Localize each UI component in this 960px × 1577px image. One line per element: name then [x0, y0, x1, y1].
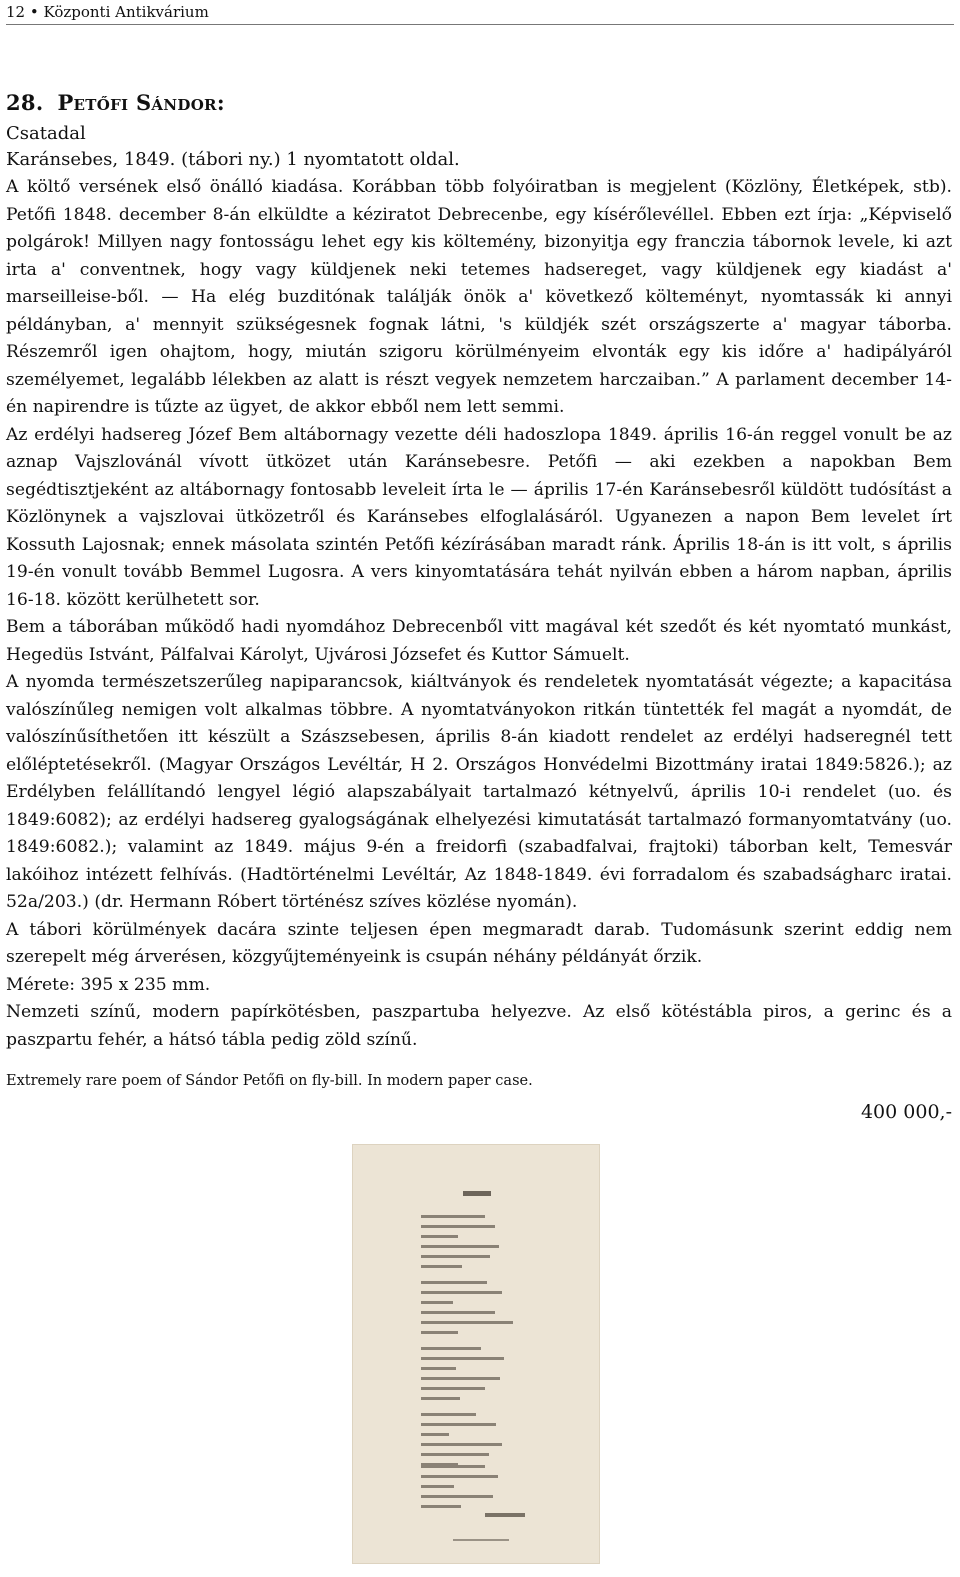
- scan-stanza: [421, 1413, 513, 1473]
- entry-title: [6, 90, 225, 116]
- scan-poem-title: [463, 1191, 491, 1196]
- paragraph: A költő versének első önálló kiadása. Korábban több folyóiratban is megjelent (Közlöny, Életképek, stb). Petőfi 1848. december 8-án elküldte a kéziratot Debrecenbe, egy kísérőlevéllel. Ebben ezt írja: „Képviselő polgárok! Millyen nagy fontosságu lehet egy kis költemény, bizonyitja egy franczia tábornok levele, ki azt irta a' conventnek, hogy vagy küldjenek neki tetemes hadsereget, vagy küldjenek egy kiadást a' marseilleise-ből. — Ha elég buzditónak találják önök a' következő költeményt, nyomtassák ki annyi példányban, a' mennyit szükségesnek fognak látni, 's küldjék szét országszerte a' magyar táborba. Részemről igen ohajtom, hogy, miután szigoru körülményeim elvonták egy kis időre a' hadipályáról személyemet, legalább lélekben az alatt is részt vegyek nemzetem harczaiban.” A parlament december 14-én napirendre is tűzte az ügyet, de akkor ebből nem lett semmi.: [6, 177, 952, 417]
- page-header: [6, 2, 954, 25]
- paragraph: Bem a táborában működő hadi nyomdához Debrecenből vitt magával két szedőt és két nyomtató munkást, Hegedüs Istvánt, Pálfalvai Károlyt, Ujvárosi Józsefet és Kuttor Sámuelt.: [6, 617, 952, 665]
- paragraph: A tábori körülmények dacára szinte teljesen épen megmaradt darab. Tudomásunk szerint eddig nem szerepelt még árverésen, közgyűjteményeink is csupán néhány példányát őrzik.: [6, 919, 952, 967]
- entry-number: 28.: [6, 90, 44, 115]
- fly-bill-scan-image: [352, 1144, 600, 1564]
- entry-author: Petőfi Sándor:: [57, 90, 225, 115]
- publisher-name: Központi Antikvárium: [43, 3, 209, 21]
- paragraph: A nyomda természetszerűleg napiparancsok, kiáltványok és rendeletek nyomtatását végezte; a kapacitása valószínűleg nemigen volt alkalmas többre. A nyomtatványokon ritkán tüntették fel magát a nyomdát, de valószínűsíthetően itt készült a Szászsebesen, április 8-án kiadott rendelet az erdélyi hadseregnél tett előléptetésekről. (Magyar Országos Levéltár, H 2. Országos Honvédelmi Bizottmány iratai 1849:5826.); az Erdélyben felállítandó lengyel légió alapszabályait tartalmazó kétnyelvű, április 10-i rendelet (uo. és 1849:6082); az erdélyi hadsereg gyalogságának elhelyezési kimutatását tartalmazó formanyomtatvány (uo. 1849:6082.); valamint az 1849. május 9-én a freidorfi (szabadfalvai, frajtoki) táborban kelt, Temesvár lakóihoz intézett felhívás. (Hadtörténelmi Levéltár, Az 1848-1849. évi forradalom és szabadságharc iratai. 52a/203.) (dr. Hermann Róbert történész szíves közlése nyomán).: [6, 672, 952, 912]
- scan-imprint-line: [453, 1539, 509, 1541]
- description-body: [6, 174, 952, 1054]
- paragraph: Az erdélyi hadsereg Józef Bem altábornagy vezette déli hadoszlopa 1849. április 16-án reggel vonult be az aznap Vajszlovánál vívott ütközet után Karánsebesre. Petőfi — aki ezekben a napokban Bem segédtisztjeként az altábornagy fontosabb leveleit írta le — április 17-én Karánsebesről küldött tudósítást a Közlönynek a vajszlovai ütközetről és Karánsebes elfoglalásáról. Ugyanezen a napon Bem levelet írt Kossuth Lajosnak; ennek másolata szintén Petőfi kézírásában maradt ránk. Április 18-án is itt volt, s április 19-én vonult tovább Bemmel Lugosra. A vers kinyomtatására tehát nyilván ebben a három napban, április 16-18. között kerülhetett sor.: [6, 424, 952, 610]
- page-number: 12: [6, 3, 26, 21]
- paragraph: Mérete: 395 x 235 mm.: [6, 974, 211, 995]
- header-separator: •: [29, 3, 39, 21]
- scan-stanza: [421, 1347, 513, 1407]
- work-title: Csatadal: [6, 123, 86, 144]
- scan-stanza: [421, 1465, 513, 1515]
- paragraph: Nemzeti színű, modern papírkötésben, paszpartuba helyezve. Az első kötéstábla piros, a gerinc és a paszpartu fehér, a hátsó tábla pedig zöld színű.: [6, 1002, 952, 1050]
- english-note: Extremely rare poem of Sándor Petőfi on fly-bill. In modern paper case.: [6, 1073, 533, 1089]
- scan-stanza: [421, 1281, 513, 1341]
- scan-signature: [485, 1513, 525, 1517]
- imprint: Karánsebes, 1849. (tábori ny.) 1 nyomtatott oldal.: [6, 149, 460, 170]
- price: 400 000,-: [860, 1101, 952, 1123]
- scan-stanza: [421, 1215, 513, 1275]
